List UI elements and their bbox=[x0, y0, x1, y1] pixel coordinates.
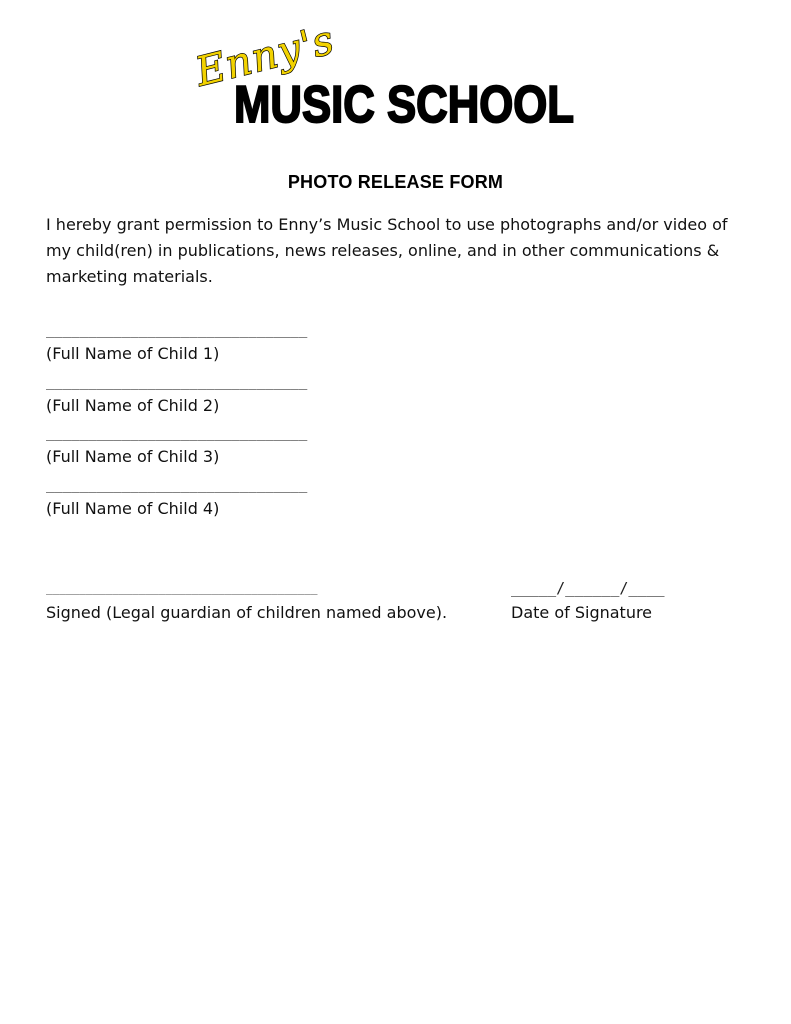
permission-statement: I hereby grant permission to Enny’s Music School to use photographs and/or video of my child(ren) in publications, news releases, online, and in other communications & marketing materials. bbox=[46, 215, 728, 286]
child-2-name-line[interactable]: _______________________________ bbox=[46, 374, 308, 390]
form-title: PHOTO RELEASE FORM bbox=[287, 172, 504, 192]
date-label: Date of Signature bbox=[511, 603, 653, 622]
child-3-label: (Full Name of Child 3) bbox=[46, 447, 220, 466]
child-1-name-line[interactable]: _______________________________ bbox=[46, 322, 308, 338]
logo-script-text: Enny's bbox=[191, 16, 340, 96]
signature-label: Signed (Legal guardian of children named above). bbox=[46, 603, 448, 622]
logo-main-text: MUSIC SCHOOL bbox=[234, 76, 574, 134]
child-4-label: (Full Name of Child 4) bbox=[46, 499, 220, 518]
date-line[interactable]: _____/______/____ bbox=[511, 579, 665, 597]
child-1-label: (Full Name of Child 1) bbox=[46, 344, 220, 363]
child-2-label: (Full Name of Child 2) bbox=[46, 396, 220, 415]
school-logo bbox=[191, 16, 586, 134]
signature-line[interactable]: _________________________________________ bbox=[46, 582, 318, 595]
child-3-name-line[interactable]: _______________________________ bbox=[46, 425, 308, 441]
child-4-name-line[interactable]: _______________________________ bbox=[46, 477, 308, 493]
